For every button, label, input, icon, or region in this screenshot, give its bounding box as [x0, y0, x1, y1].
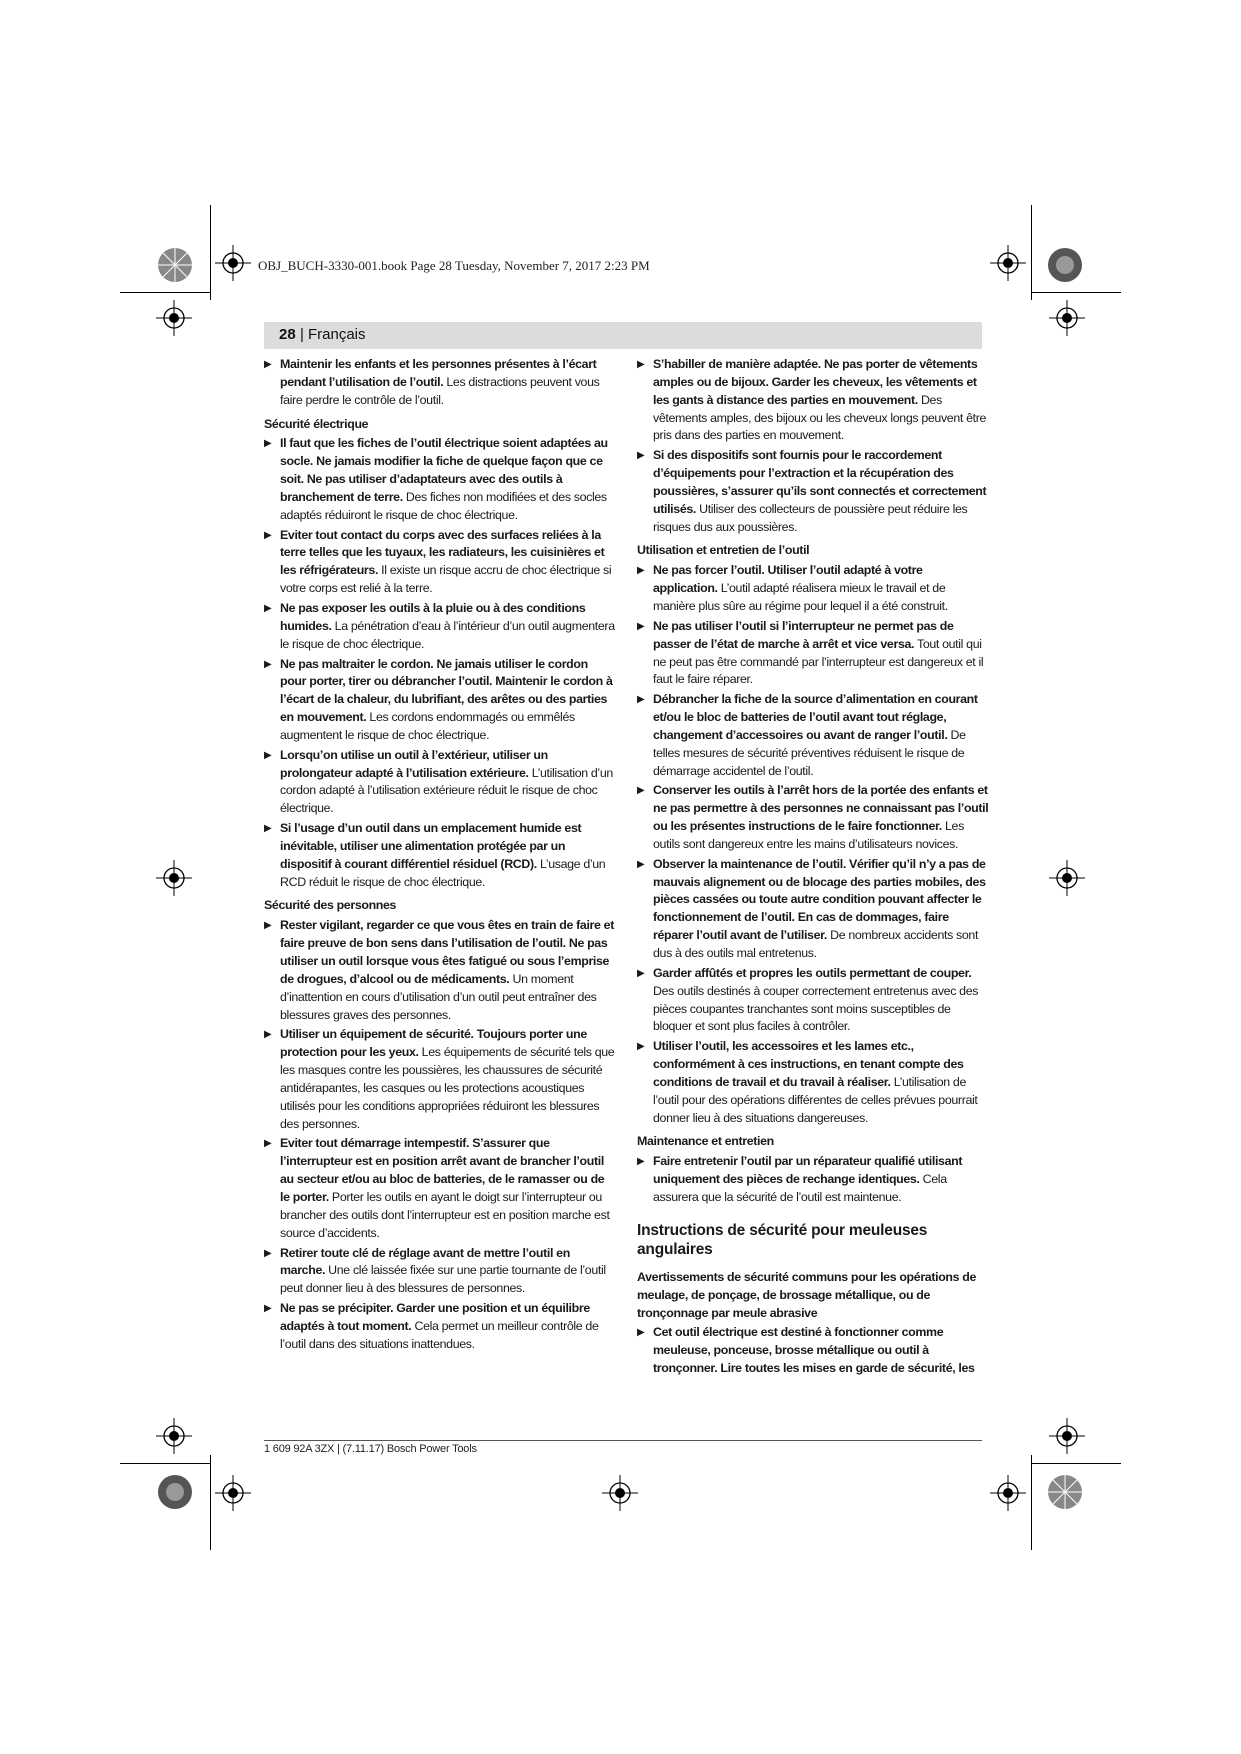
- list-item: ▶ Utiliser un équipement de sécurité. Toujours porter une protection pour les yeux. Les équipements de sécurité tels que les masques contre les poussières, les chaussures de sécurité antidérapantes, les casques ou les protections acoustiques utilisés pour les conditions appropriées réduiront les blessures des personnes.: [264, 1027, 615, 1131]
- section-heading: Utilisation et entretien de l’outil: [637, 543, 810, 558]
- bullet-icon: ▶: [637, 694, 645, 706]
- page-footer: 1 609 92A 3ZX | (7.11.17) Bosch Power Tools: [264, 1443, 477, 1455]
- crosshair-icon: [156, 1418, 192, 1454]
- page-number: 28: [279, 326, 296, 343]
- bullet-icon: ▶: [637, 1327, 645, 1339]
- bullet-icon: ▶: [637, 1156, 645, 1168]
- bullet-icon: ▶: [637, 620, 645, 632]
- list-item: ▶ Garder affûtés et propres les outils permettant de couper. Des outils destinés à couper correctement entretenus avec des pièces coupantes tranchantes sont moins susceptibles de bloquer et sont plus faciles à contrôler.: [637, 965, 979, 1034]
- list-item: ▶ Eviter tout contact du corps avec des surfaces reliées à la terre telles que les tuyaux, les radiateurs, les cuisinières et les réfrigérateurs. Il existe un risque accru de choc électrique si votre corps est relié à la terre.: [264, 527, 612, 596]
- list-item: ▶ Cet outil électrique est destiné à fonctionner comme meuleuse, ponceuse, brosse métallique ou outil à tronçonner. Lire toutes les mises en garde de sécurité, les: [637, 1325, 975, 1376]
- bullet-icon: ▶: [637, 967, 645, 979]
- section-title: Instructions de sécurité pour meuleuses angulaires: [637, 1221, 928, 1258]
- bullet-icon: ▶: [637, 785, 645, 797]
- section-heading: Maintenance et entretien: [637, 1134, 774, 1149]
- list-item: ▶ Faire entretenir l’outil par un réparateur qualifié utilisant uniquement des pièces de rechange identiques. Cela assurera que la sécurité de l’outil est maintenue.: [637, 1154, 963, 1204]
- bullet-icon: ▶: [637, 450, 645, 462]
- list-item: ▶ Ne pas utiliser l’outil si l’interrupteur ne permet pas de passer de l’état de marche à arrêt et vice versa. Tout outil qui ne peut pas être commandé par l’interrupteur est dangereux et il faut le faire réparer.: [637, 618, 984, 687]
- list-item: ▶ Rester vigilant, regarder ce que vous êtes en train de faire et faire preuve de bon sens dans l’utilisation de l’outil. Ne pas utiliser un outil lorsque vous êtes fatigué ou sous l’emprise de drogues, d’alcool ou de médicaments. Un moment d’inattention en cours d’utilisation d’un outil peut entraîner des blessures graves des personnes.: [264, 918, 614, 1022]
- list-item: ▶ Maintenir les enfants et les personnes présentes à l’écart pendant l’utilisation de l’outil. Les distractions peuvent vous faire perdre le contrôle de l’outil.: [264, 357, 600, 407]
- crosshair-icon: [602, 1475, 638, 1511]
- bullet-icon: ▶: [264, 920, 272, 932]
- list-item: ▶ Retirer toute clé de réglage avant de mettre l’outil en marche. Une clé laissée fixée sur une partie tournante de l’outil peut donner lieu à des blessures de personnes.: [264, 1245, 606, 1296]
- list-item: ▶ Débrancher la fiche de la source d’alimentation en courant et/ou le bloc de batteries de l’outil avant tout réglage, changement d’accessoires ou avant de ranger l’outil. De telles mesures de sécurité préventives réduisent le risque de démarrage accidentel de l’outil.: [637, 692, 978, 778]
- list-item: ▶ Ne pas maltraiter le cordon. Ne jamais utiliser le cordon pour porter, tirer ou débrancher l’outil. Maintenir le cordon à l’écart de la chaleur, du lubrifiant, des arêtes ou des parties en mouvement. Les cordons endommagés ou emmêlés augmentent le risque de choc électrique.: [264, 656, 613, 742]
- list-item: ▶ Si des dispositifs sont fournis pour le raccordement d’équipements pour l’extraction et la récupération des poussières, s’assurer qu’ils sont connectés et correctement utilisés. Utiliser des collecteurs de poussière peut réduire les risques dus aux poussières.: [637, 448, 987, 534]
- bullet-icon: ▶: [264, 602, 272, 614]
- bullet-icon: ▶: [264, 1138, 272, 1150]
- bullet-icon: ▶: [637, 565, 645, 577]
- page-language: Français: [308, 326, 366, 343]
- list-item: ▶ Observer la maintenance de l’outil. Vérifier qu’il n’y a pas de mauvais alignement ou de blocage des parties mobiles, des pièces cassées ou toute autre condition pouvant affecter le fonctionnement de l’outil. En cas de dommages, faire réparer l’outil avant de l’utiliser. De nombreux accidents sont dus à des outils mal entretenus.: [637, 856, 986, 960]
- list-item: ▶ Conserver les outils à l’arrêt hors de la portée des enfants et ne pas permettre à des personnes ne connaissant pas l’outil ou les présentes instructions de le faire fonctionner. Les outils sont dangereux entre les mains d’utilisateurs novices.: [637, 783, 989, 851]
- section-heading: Sécurité électrique: [264, 416, 369, 431]
- list-item: ▶ Ne pas se précipiter. Garder une position et un équilibre adaptés à tout moment. Cela permet un meilleur contrôle de l’outil dans des situations inattendues.: [264, 1301, 599, 1351]
- bullet-icon: ▶: [264, 359, 272, 370]
- list-item: ▶ Lorsqu’on utilise un outil à l’extérieur, utiliser un prolongateur adapté à l’utilisation extérieure. L’utilisation d’un cordon adapté à l’utilisation extérieure réduit le risque de choc électrique.: [264, 747, 613, 816]
- bullet-icon: ▶: [637, 858, 645, 870]
- bullet-icon: ▶: [637, 1041, 645, 1053]
- list-item: ▶ Eviter tout démarrage intempestif. S’assurer que l’interrupteur est en position arrêt avant de brancher l’outil au secteur et/ou au bloc de batteries, de le ramasser ou de le porter. Porter les outils en ayant le doigt sur l’interrupteur ou brancher des outils dont l’interrupteur est en position marche est source d’accidents.: [264, 1136, 610, 1240]
- list-item: ▶ Utiliser l’outil, les accessoires et les lames etc., conformément à ces instructions, en tenant compte des conditions de travail et du travail à réaliser. L’utilisation de l’outil pour des opérations différentes de celles prévues pourrait donner lieu à des situations dangereuses.: [637, 1039, 978, 1125]
- crosshair-icon: [215, 1475, 251, 1511]
- crosshair-icon: [156, 860, 192, 896]
- crosshair-icon: [156, 300, 192, 336]
- bullet-icon: ▶: [264, 438, 272, 450]
- bullet-icon: ▶: [264, 823, 272, 835]
- crosshair-icon: [1049, 1418, 1085, 1454]
- right-column: [637, 356, 989, 1380]
- registration-mark-icon: [1045, 1472, 1085, 1512]
- list-item: ▶ Si l’usage d’un outil dans un emplacement humide est inévitable, utiliser une alimentation protégée par un dispositif à courant différentiel résiduel (RCD). L’usage d’un RCD réduit le risque de choc électrique.: [264, 821, 606, 889]
- bullet-icon: ▶: [264, 1029, 272, 1041]
- list-item: ▶ Ne pas forcer l’outil. Utiliser l’outil adapté à votre application. L’outil adapté réalisera mieux le travail et de manière plus sûre au régime pour lequel il a été construit.: [637, 563, 948, 613]
- bullet-icon: ▶: [264, 1303, 272, 1315]
- bullet-icon: ▶: [264, 749, 272, 761]
- page-header: [264, 322, 982, 349]
- crosshair-icon: [990, 1475, 1026, 1511]
- crosshair-icon: [215, 245, 251, 281]
- left-column: [264, 356, 616, 1356]
- crosshair-icon: [1049, 860, 1085, 896]
- list-item: ▶ Ne pas exposer les outils à la pluie ou à des conditions humides. La pénétration d’eau à l’intérieur d’un outil augmentera le risque de choc électrique.: [264, 600, 615, 651]
- crosshair-icon: [1049, 300, 1085, 336]
- registration-mark-icon: [155, 1472, 195, 1512]
- print-header: OBJ_BUCH-3330-001.book Page 28 Tuesday, November 7, 2017 2:23 PM: [258, 258, 650, 273]
- section-heading: Sécurité des personnes: [264, 898, 397, 913]
- footer-rule: [264, 1440, 982, 1441]
- header-separator: |: [300, 326, 304, 343]
- bullet-icon: ▶: [264, 658, 272, 670]
- crosshair-icon: [990, 245, 1026, 281]
- list-item: ▶ Il faut que les fiches de l’outil électrique soient adaptées au socle. Ne jamais modifier la fiche de quelque façon que ce soit. Ne pas utiliser d’adaptateurs avec des outils à branchement de terre. Des fiches non modifiées et des socles adaptés réduiront le risque de choc électrique.: [264, 436, 608, 522]
- registration-mark-icon: [1045, 245, 1085, 285]
- bullet-icon: ▶: [637, 359, 645, 370]
- registration-mark-icon: [155, 245, 195, 285]
- section-heading: Avertissements de sécurité communs pour les opérations de meulage, de ponçage, de brossage métallique, ou de tronçonnage par meule abrasive: [637, 1269, 977, 1320]
- bullet-icon: ▶: [264, 1247, 272, 1259]
- bullet-icon: ▶: [264, 529, 272, 541]
- list-item: ▶ S’habiller de manière adaptée. Ne pas porter de vêtements amples ou de bijoux. Garder les cheveux, les vêtements et les gants à distance des parties en mouvement. Des vêtements amples, des bijoux ou les cheveux longs peuvent être pris dans des parties en mouvement.: [637, 357, 987, 443]
